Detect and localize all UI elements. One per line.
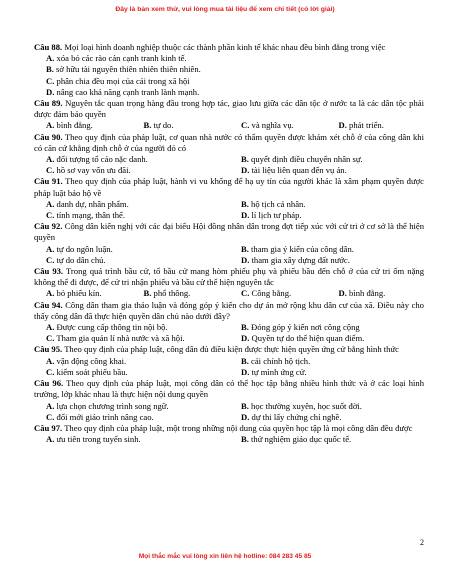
answer-option [34,199,229,210]
question-block [34,423,424,445]
question-stem [34,176,424,198]
question-text: Theo quy định của pháp luật, một trong những nội dung của quyền học tập là mọi công dân đều được [64,422,413,433]
preview-banner: Đây là bản xem thử, vui lòng mua tài liệu để xem chi tiết (có lời giải) [115,6,335,13]
option-text: ưu tiên trong tuyển sinh. [56,434,141,445]
option-text: danh dự, nhân phẩm. [56,198,129,209]
question-text: Nguyên tắc quan trọng hàng đầu trong hợp tác, giao lưu giữa các dân tộc ở nước ta là các dân tộc phải được đảm bảo quyền [34,98,424,120]
option-text: kiểm soát phiếu bầu. [56,366,128,377]
option-text: tự do ngôn luận. [56,243,113,254]
answer-option [229,210,424,221]
question-text: Công dân tham gia thảo luận và đóng góp ý kiến cho dự án mở rộng khu dân cư của xã. Điều này cho thấy công dân đã thực hiện quyền dân chủ nào dưới đây? [34,299,424,321]
option-text: dự thi lấy chứng chỉ nghề. [251,411,342,422]
question-stem [34,300,424,322]
question-block [34,132,424,177]
answer-option [229,367,424,378]
option-letter: A. [46,243,55,254]
answer-option [34,412,229,423]
answer-option [229,288,327,299]
option-letter: D. [241,411,250,422]
answer-option [34,154,229,165]
option-text: lí lịch tư pháp. [251,210,302,221]
option-text: phân chia đều mọi của cải trong xã hội [56,75,190,86]
question-block [34,98,424,132]
option-row [34,199,424,210]
question-block [34,378,424,423]
option-letter: B. [241,400,249,411]
option-letter: D. [241,210,250,221]
option-text: sở hữu tài nguyên thiên nhiên thiên nhiên. [56,64,201,75]
option-letter: A. [46,288,55,299]
option-letter: C. [46,366,55,377]
question-label: Câu 94. [34,299,63,310]
answer-option [229,412,424,423]
answer-option [34,255,229,266]
question-stem [34,221,424,243]
question-stem [34,42,424,53]
option-text: tham gia ý kiến của công dân. [251,243,354,254]
page-number: 2 [420,538,424,547]
answer-option [132,288,230,299]
question-block [34,300,424,345]
hotline-footer: Mọi thắc mắc vui lòng xin liên hệ hotline: 084 283 45 85 [138,553,312,560]
question-label: Câu 95. [34,344,63,355]
question-text: Trong quá trình bầu cử, tổ bầu cử mang hòm phiếu phụ và phiếu bầu đến chỗ ở của cử tri ốm nặng không thể đi được, để cử tri nhận phiếu và bầu cử thể hiện nguyên tắc [34,266,424,288]
question-text: Theo quy định của pháp luật, cơ quan nhà nước có thẩm quyền được khám xét chỗ ở của công dân khi có căn cứ khẳng định chỗ ở của người đó có [34,131,424,153]
question-text: Theo quy định của pháp luật, công dân đủ điều kiện được thực hiện quyền ứng cử bằng hình thức [64,344,399,355]
question-text: Theo quy định của pháp luật, hành vi vu khống để hạ uy tín của người khác là xâm phạm quyền được pháp luật bảo hộ về [34,176,424,198]
option-row [34,210,424,221]
option-text: bỏ phiếu kín. [56,288,102,299]
question-block [34,176,424,221]
answer-option [34,120,132,131]
option-letter: D. [338,120,347,131]
answer-option [229,165,424,176]
option-row [34,154,424,165]
option-letter: A. [46,400,55,411]
answer-option [34,333,229,344]
option-text: tự do. [153,120,174,131]
answer-option [34,64,424,75]
option-text: Tham gia quản lí nhà nước và xã hội. [56,333,185,344]
option-letter: C. [46,210,55,221]
answer-option [229,356,424,367]
answer-option [34,76,424,87]
option-letter: A. [46,434,55,445]
option-letter: B. [143,288,152,299]
option-row [34,165,424,176]
option-letter: A. [46,198,55,209]
option-text: Đóng góp ý kiến nơi công cộng [251,322,360,333]
answer-option [229,333,424,344]
question-text: Công dân kiến nghị với các đại biểu Hội đồng nhân dân trong đợt tiếp xúc với cử tri ở cơ sở là thể hiện quyền [34,221,424,243]
option-letter: C. [46,411,55,422]
answer-option [34,165,229,176]
option-text: vận động công khai. [56,355,127,366]
option-letter: C. [46,165,55,176]
option-row [34,434,424,445]
question-label: Câu 88. [34,42,63,52]
option-letter: C. [46,333,55,344]
option-text: nâng cao khả năng cạnh tranh lành mạnh. [56,86,200,97]
option-text: phát triển. [349,120,384,131]
question-block [34,344,424,378]
question-label: Câu 92. [34,221,63,232]
option-text: tự do dân chủ. [56,254,106,265]
answer-option [132,120,230,131]
option-letter: C. [46,254,55,265]
answer-option [34,87,424,98]
question-text: Theo quy định của pháp luật, mọi công dân có thể học tập bằng nhiều hình thức và ở các loại hình trường, lớp khác nhau là thực hiện nội dung quyền [34,378,424,400]
answer-option [34,210,229,221]
answer-option [229,322,424,333]
answer-option [34,53,424,64]
option-text: xóa bỏ các rào cản cạnh tranh kinh tế. [56,53,187,64]
option-row [34,401,424,412]
option-letter: B. [241,198,249,209]
question-block [34,221,424,266]
option-letter: D. [241,366,250,377]
answer-option [229,434,424,445]
answer-option [34,288,132,299]
option-letter: B. [241,154,249,165]
answer-option [34,367,229,378]
option-row [34,244,424,255]
question-stem [34,423,424,434]
answer-option [229,255,424,266]
option-text: Được cung cấp thông tin nội bộ. [56,322,168,333]
option-text: quyết định điều chuyển nhân sự. [251,154,363,165]
question-label: Câu 97. [34,422,63,433]
option-letter: C. [241,120,250,131]
option-text: phổ thông. [153,288,191,299]
question-block [34,266,424,300]
question-label: Câu 89. [34,98,63,109]
question-stem [34,132,424,154]
option-text: thử nghiệm giáo dục quốc tế. [251,434,352,445]
answer-option [34,434,229,445]
option-row [34,367,424,378]
question-stem [34,344,424,355]
answer-option [327,288,425,299]
option-letter: A. [46,322,55,333]
option-letter: D. [46,86,55,97]
answer-option [34,244,229,255]
option-letter: A. [46,154,55,165]
option-row [34,322,424,333]
option-text: lựa chọn chương trình song ngữ. [56,400,169,411]
option-letter: B. [46,64,54,75]
option-letter: B. [241,355,249,366]
option-row [34,288,424,299]
option-text: Công bằng. [251,288,292,299]
answer-option [34,401,229,412]
answer-option [229,199,424,210]
option-letter: B. [241,322,249,333]
option-text: và nghĩa vụ. [251,120,294,131]
answer-option [229,120,327,131]
option-letter: D. [241,333,250,344]
option-text: tài liệu liên quan đến vụ án. [251,165,347,176]
option-text: đổi mới giáo trình nâng cao. [56,411,154,422]
option-letter: D. [338,288,347,299]
answer-option [327,120,425,131]
option-row [34,255,424,266]
option-text: đối tượng tổ cáo nặc danh. [56,154,148,165]
answer-option [34,356,229,367]
question-label: Câu 96. [34,378,64,389]
answer-option [229,244,424,255]
option-row [34,333,424,344]
option-row [34,120,424,131]
option-text: học thường xuyên, học suốt đời. [251,400,362,411]
question-list [34,42,424,445]
option-letter: B. [241,434,249,445]
question-stem [34,98,424,120]
question-stem [34,378,424,400]
option-letter: A. [46,120,55,131]
option-text: hồ sơ vay vốn ưu đãi. [56,165,131,176]
question-block [34,42,424,98]
option-letter: B. [143,120,152,131]
answer-option [229,154,424,165]
question-stem [34,266,424,288]
option-text: tính mạng, thân thể. [56,210,126,221]
question-label: Câu 90. [34,131,63,142]
option-letter: A. [46,355,55,366]
option-text: Quyền tự do thể hiện quan điểm. [251,333,365,344]
answer-option [229,401,424,412]
option-letter: B. [241,243,249,254]
option-letter: C. [46,75,55,86]
question-label: Câu 91. [34,176,63,187]
option-letter: A. [46,53,55,64]
question-label: Câu 93. [34,266,64,277]
answer-option [34,322,229,333]
option-text: hộ tịch cá nhân. [251,198,306,209]
option-row [34,412,424,423]
question-text: Mọi loại hình doanh nghiệp thuộc các thành phần kinh tế khác nhau đều bình đẳng trong việc [64,42,386,52]
option-text: cải chính hộ tịch. [251,355,311,366]
option-letter: D. [241,165,250,176]
option-row [34,356,424,367]
option-text: bình đẳng. [56,120,93,131]
option-letter: C. [241,288,250,299]
option-letter: D. [241,254,250,265]
option-text: tham gia xây dựng đất nước. [251,254,350,265]
option-text: tự mình ứng cử. [251,366,307,377]
option-text: bình đẳng. [349,288,386,299]
